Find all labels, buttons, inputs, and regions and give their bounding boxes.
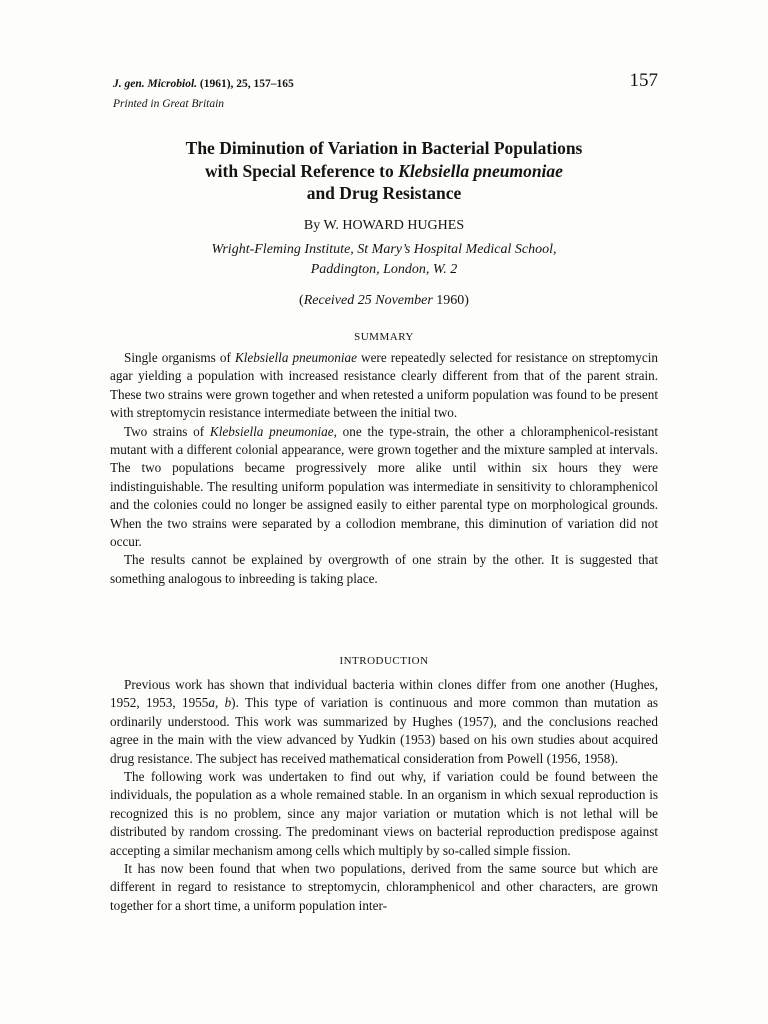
printed-in-note: Printed in Great Britain [113,98,225,110]
intro-paragraph: The following work was undertaken to find out why, if variation could be found between the individuals, the population as a whole remained stable. In an organism in which sexual reproduction is recognized this is no problem, since any major variation or mutation which is not lethal will be distributed by random crossing. The predominant views on bacterial reproduction predispose against accepting a similar mechanism among cells which multiply by so-called simple fission. [110,769,658,858]
author-affiliation: Wright-Fleming Institute, St Mary’s Hospital Medical School, Paddington, London, W. 2 [211,242,557,277]
intro-paragraph: It has now been found that when two populations, derived from the same source but which are different in regard to resistance to streptomycin, chloramphenicol and other characters, are grown together for a short time, a uniform population inter- [110,861,658,913]
received-date: (Received 25 November 1960) [299,293,469,308]
running-header [113,74,294,114]
page-number: 157 [629,70,658,91]
summary-paragraph: Single organisms of Klebsiella pneumoniae were repeatedly selected for resistance on streptomycin agar yielding a population with increased resistance clearly different from that of the parent strain. These two strains were grown together and when retested a uniform population was found to be present with streptomycin resistance intermediate between the initial two. [110,350,658,421]
summary-section [110,349,658,588]
journal-citation: J. gen. Microbiol. (1961), 25, 157–165 [113,78,294,90]
author-byline: By W. HOWARD HUGHES [303,218,465,233]
summary-paragraph: Two strains of Klebsiella pneumoniae, one the type-strain, the other a chloramphenicol-resistant mutant with a different colonial appearance, were grown together and the mixture sampled at intervals. The two populations became progressively more alike until within six hours they were indistinguishable. The resulting uniform population was intermediate in sensitivity to chloramphenicol and the colonies could no longer be assigned easily to either parental type on morphological grounds. When the two strains were separated by a collodion membrane, this diminution of variation did not occur. [110,423,659,550]
intro-paragraph: Previous work has shown that individual bacteria within clones differ from one another (Hughes, 1952, 1953, 1955a, b). This type of variation is continuous and more common than mutation as ordinarily understood. This work was summarized by Hughes (1957), and the conclusions reached agree in the main with the view advanced by Yudkin (1953) based on his own studies about acquired drug resistance. The subject has received mathematical consideration from Powell (1956, 1958). [110,677,658,766]
introduction-section [110,676,658,915]
introduction-heading: INTRODUCTION [339,655,429,667]
summary-heading: SUMMARY [354,331,414,343]
article-title: The Diminution of Variation in Bacterial Populations with Special Reference to Klebsiella pneumoniae and Drug Resistance [185,138,583,203]
summary-paragraph: The results cannot be explained by overgrowth of one strain by the other. It is suggested that something analogous to inbreeding is taking place. [110,552,658,586]
